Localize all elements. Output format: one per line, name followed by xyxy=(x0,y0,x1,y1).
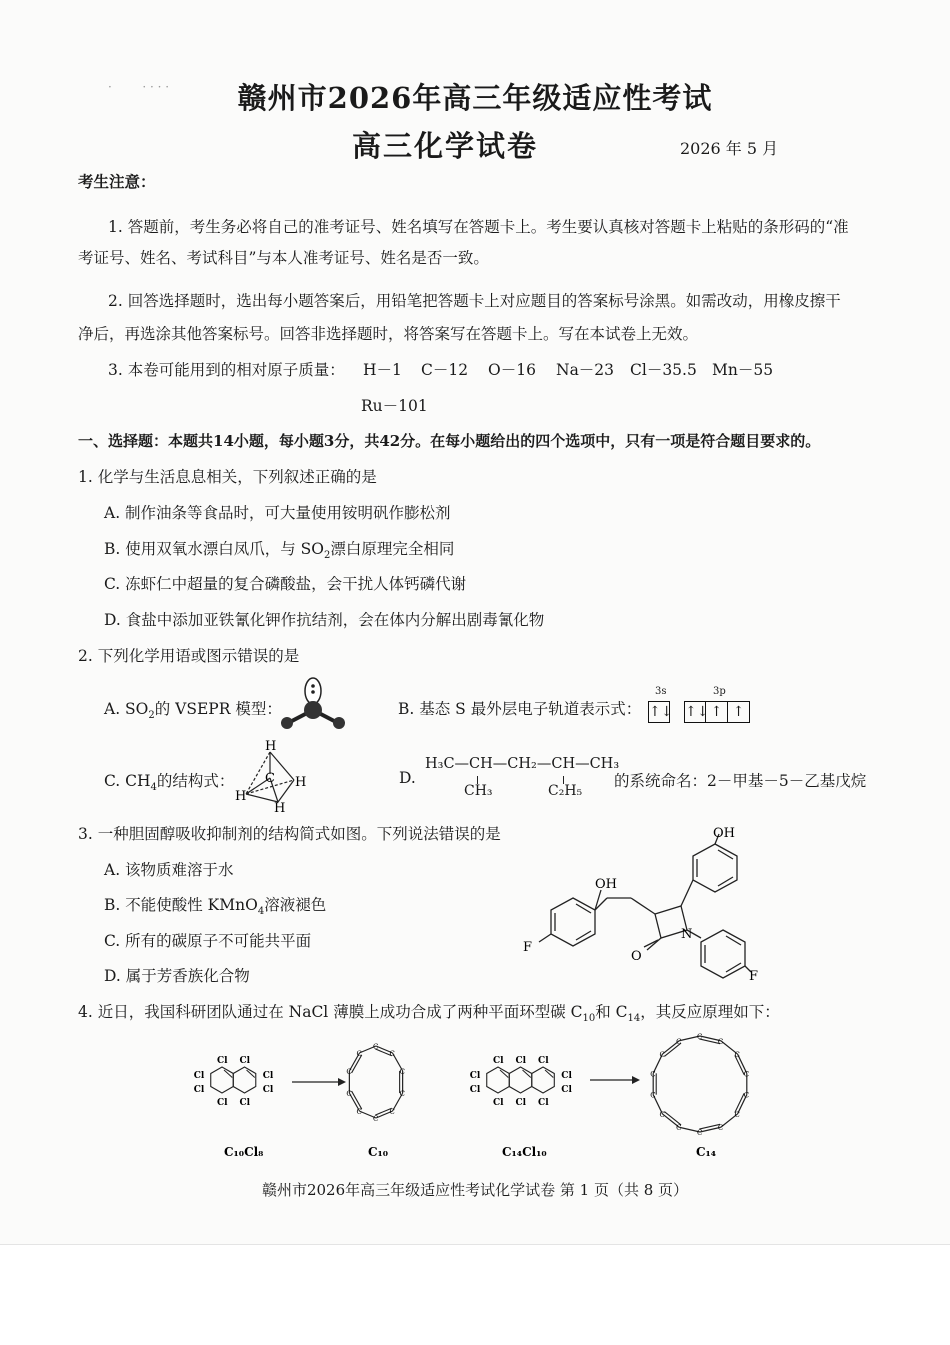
q2-d-branch-c2h5: C₂H₅ xyxy=(548,783,583,799)
exam-date: 2026 年 5 月 xyxy=(680,139,779,158)
cl-atom-7: Cl xyxy=(469,1085,481,1095)
ring-carbon-0: C xyxy=(373,1043,379,1051)
q4-stem-pre: 4. 近日，我国科研团队通过在 NaCl 薄膜上成功合成了两种平面环型碳 C xyxy=(78,1003,583,1021)
q4-stem-post: ，其反应原理如下： xyxy=(640,1003,780,1021)
q3-b-pre: B. 不能使酸性 KMnO xyxy=(104,896,258,914)
q2-stem: 2. 下列化学用语或图示错误的是 xyxy=(78,647,300,665)
q3-label-f-left: F xyxy=(523,940,533,955)
ring-carbon-9: C xyxy=(659,1110,665,1119)
cl-atom-4: Cl xyxy=(193,1071,205,1081)
q3-option-c: C. 所有的碳原子不可能共平面 xyxy=(104,932,312,950)
notice-item1-line2: 考证号、姓名、考试科目”与本人准考证号、姓名是否一致。 xyxy=(78,249,489,267)
q2-c-post: 的结构式： xyxy=(156,772,235,790)
cl-atom-3: Cl xyxy=(515,1098,527,1108)
q2-c-sub: 4 xyxy=(150,782,157,794)
cl-atom-1: Cl xyxy=(493,1098,504,1108)
q2-a-post: 的 VSEPR 模型： xyxy=(154,700,282,718)
scan-noise: · · · · · xyxy=(108,80,170,94)
ring-carbon-10: C xyxy=(650,1091,656,1100)
q2-a-sub: 2 xyxy=(148,710,155,722)
ring-carbon-13: C xyxy=(676,1037,682,1046)
ring-carbon-8: C xyxy=(676,1124,682,1133)
label-c10cl8: C₁₀Cl₈ xyxy=(224,1145,264,1159)
notice-item2-line1: 2. 回答选择题时，选出每小题答案后，用铅笔把答题卡上对应题目的答案标号涂黑。如需改动，用橡皮擦干 xyxy=(108,292,841,310)
q1-option-b xyxy=(104,537,454,561)
cl-atom-9: Cl xyxy=(561,1085,572,1095)
c14cl10-molecule-icon xyxy=(470,1056,573,1108)
q3-option-a: A. 该物质难溶于水 xyxy=(104,861,234,879)
notice-item2-line2: 净后，再选涂其他答案标号。回答非选择题时，将答案写在答题卡上。写在本试卷上无效。 xyxy=(78,325,699,343)
ring-carbon-11: C xyxy=(650,1070,656,1079)
ch4-h-left: H xyxy=(235,789,247,804)
q2-option-c xyxy=(104,769,234,793)
mass-mn: Mn－55 xyxy=(712,361,774,379)
q4-stem-sub1: 10 xyxy=(582,1013,596,1025)
ezetimibe-structure-icon xyxy=(515,826,785,986)
q1-b-pre: B. 使用双氧水漂白凤爪，与 SO xyxy=(104,540,324,558)
q3-option-d: D. 属于芳香族化合物 xyxy=(104,967,250,985)
section1-heading: 一、选择题：本题共14小题，每小题3分，共42分。在每小题给出的四个选项中，只有一项是符合题目要求的。 xyxy=(78,432,821,450)
ring-carbon-2: C xyxy=(734,1051,740,1060)
q1-option-c: C. 冻虾仁中超量的复合磷酸盐，会干扰人体钙磷代谢 xyxy=(104,575,467,593)
ring-carbon-12: C xyxy=(659,1051,665,1060)
ring-carbon-9: C xyxy=(356,1049,362,1058)
notice-item3-prefix: 3. 本卷可能用到的相对原子质量： xyxy=(108,361,345,379)
mass-c: C－12 xyxy=(421,361,469,379)
cl-atom-6: Cl xyxy=(262,1071,274,1081)
cl-atom-1: Cl xyxy=(217,1098,228,1108)
ring-carbon-6: C xyxy=(717,1124,724,1133)
ring-carbon-7: C xyxy=(697,1129,703,1137)
so2-vsepr-model-icon xyxy=(278,676,348,736)
ring-carbon-3: C xyxy=(743,1070,750,1079)
orbital-3p-2: ↑ xyxy=(706,701,728,723)
q3-b-post: 溶液褪色 xyxy=(264,896,327,914)
q3-label-f-right: F xyxy=(749,969,759,984)
q2-option-d-label: D. xyxy=(399,769,416,787)
mass-na: Na－23 xyxy=(556,361,615,379)
q1-stem: 1. 化学与生活息息相关，下列叙述正确的是 xyxy=(78,468,377,486)
ch4-structure-icon xyxy=(232,738,312,814)
exam-title: 赣州市2026年高三年级适应性考试 xyxy=(237,81,713,115)
mass-h: H－1 xyxy=(363,361,402,379)
label-c10: C₁₀ xyxy=(368,1145,389,1159)
orbital-3p-boxes xyxy=(684,701,750,723)
ring-carbon-4: C xyxy=(389,1108,395,1117)
q4-stem xyxy=(78,1000,780,1024)
q3-label-oh-top: OH xyxy=(713,826,735,841)
ring-carbon-7: C xyxy=(346,1090,352,1099)
cl-atom-0: Cl xyxy=(217,1056,228,1066)
orbital-3p-3: ↑ xyxy=(728,701,750,723)
orbital-3p-label: 3p xyxy=(713,686,726,697)
arrow-1-head-icon xyxy=(338,1078,346,1086)
ring-carbon-0: C xyxy=(697,1033,703,1041)
cl-atom-4: Cl xyxy=(538,1056,549,1066)
q2-d-name: 的系统命名：2－甲基－5－乙基戊烷 xyxy=(614,772,867,790)
q4-stem-mid: 和 C xyxy=(595,1003,628,1021)
q4-reaction-scheme-icon xyxy=(180,1028,780,1168)
ring-carbon-2: C xyxy=(399,1067,405,1076)
q3-b-sub: 4 xyxy=(257,906,265,918)
arrow-2-head-icon xyxy=(632,1076,640,1084)
orbital-3s-box xyxy=(648,701,673,723)
ring-carbon-1: C xyxy=(717,1037,724,1046)
mass-o: O－16 xyxy=(488,361,536,379)
c14-ring-icon xyxy=(650,1033,749,1137)
q2-option-a xyxy=(104,697,282,721)
q3-label-n: N xyxy=(681,927,693,942)
ring-carbon-6: C xyxy=(356,1108,362,1117)
ring-carbon-4: C xyxy=(743,1091,750,1100)
orbital-3p-1: ↑↓ xyxy=(684,701,706,723)
exam-subtitle: 高三化学试卷 xyxy=(351,129,538,163)
q3-label-o: O xyxy=(631,949,642,964)
notice-heading: 考生注意： xyxy=(78,172,156,191)
cl-atom-5: Cl xyxy=(193,1085,205,1095)
c10-ring-icon xyxy=(346,1043,405,1123)
q2-a-pre: A. SO xyxy=(104,700,149,718)
q1-option-d: D. 食盐中添加亚铁氰化钾作抗结剂，会在体内分解出剧毒氰化物 xyxy=(104,611,545,629)
q1-b-sub: 2 xyxy=(324,550,331,562)
q1-option-a: A. 制作油条等食品时，可大量使用铵明矾作膨松剂 xyxy=(104,504,451,522)
notice-item3 xyxy=(108,358,345,380)
page-bottom-margin xyxy=(0,1244,950,1345)
notice-item1-line1: 1. 答题前，考生务必将自己的准考证号、姓名填写在答题卡上。考生要认真核对答题卡上粘贴的条形码的“准 xyxy=(108,218,849,236)
mass-cl: Cl－35.5 xyxy=(630,361,697,379)
ring-carbon-5: C xyxy=(734,1110,740,1119)
q4-stem-sub2: 14 xyxy=(627,1013,641,1025)
q2-option-b: B. 基态 S 最外层电子轨道表示式： xyxy=(398,700,642,718)
ch4-c: C xyxy=(265,771,275,786)
orbital-3s: ↑↓ xyxy=(648,701,670,723)
q3-option-b xyxy=(104,893,326,917)
ring-carbon-5: C xyxy=(373,1115,379,1123)
cl-atom-8: Cl xyxy=(561,1071,572,1081)
q2-d-branch-ch3: CH₃ xyxy=(464,783,493,799)
cl-atom-2: Cl xyxy=(239,1056,251,1066)
label-c14cl10: C₁₄Cl₁₀ xyxy=(502,1145,547,1159)
c10cl8-molecule-icon xyxy=(194,1056,274,1108)
page-footer: 赣州市2026年高三年级适应性考试化学试卷 第 1 页（共 8 页） xyxy=(261,1181,689,1199)
ring-carbon-8: C xyxy=(346,1067,352,1076)
label-c14: C₁₄ xyxy=(696,1145,717,1159)
orbital-3s-label: 3s xyxy=(655,686,667,697)
q3-stem: 3. 一种胆固醇吸收抑制剂的结构简式如图。下列说法错误的是 xyxy=(78,825,501,843)
mass-ru: Ru－101 xyxy=(361,397,428,415)
cl-atom-0: Cl xyxy=(493,1056,504,1066)
ch4-h-top: H xyxy=(265,739,277,754)
ring-carbon-1: C xyxy=(389,1049,395,1058)
ch4-h-right: H xyxy=(295,775,307,790)
q3-label-oh: OH xyxy=(595,877,617,892)
ch4-h-bottom: H xyxy=(274,801,286,814)
q1-b-post: 漂白原理完全相同 xyxy=(330,540,455,558)
ring-carbon-3: C xyxy=(399,1090,405,1099)
cl-atom-2: Cl xyxy=(515,1056,527,1066)
q2-d-main-chain: H₃C—CH—CH₂—CH—CH₃ xyxy=(425,756,620,772)
cl-atom-3: Cl xyxy=(239,1098,251,1108)
cl-atom-5: Cl xyxy=(538,1098,549,1108)
cl-atom-6: Cl xyxy=(469,1071,481,1081)
q2-c-pre: C. CH xyxy=(104,772,151,790)
cl-atom-7: Cl xyxy=(262,1085,274,1095)
